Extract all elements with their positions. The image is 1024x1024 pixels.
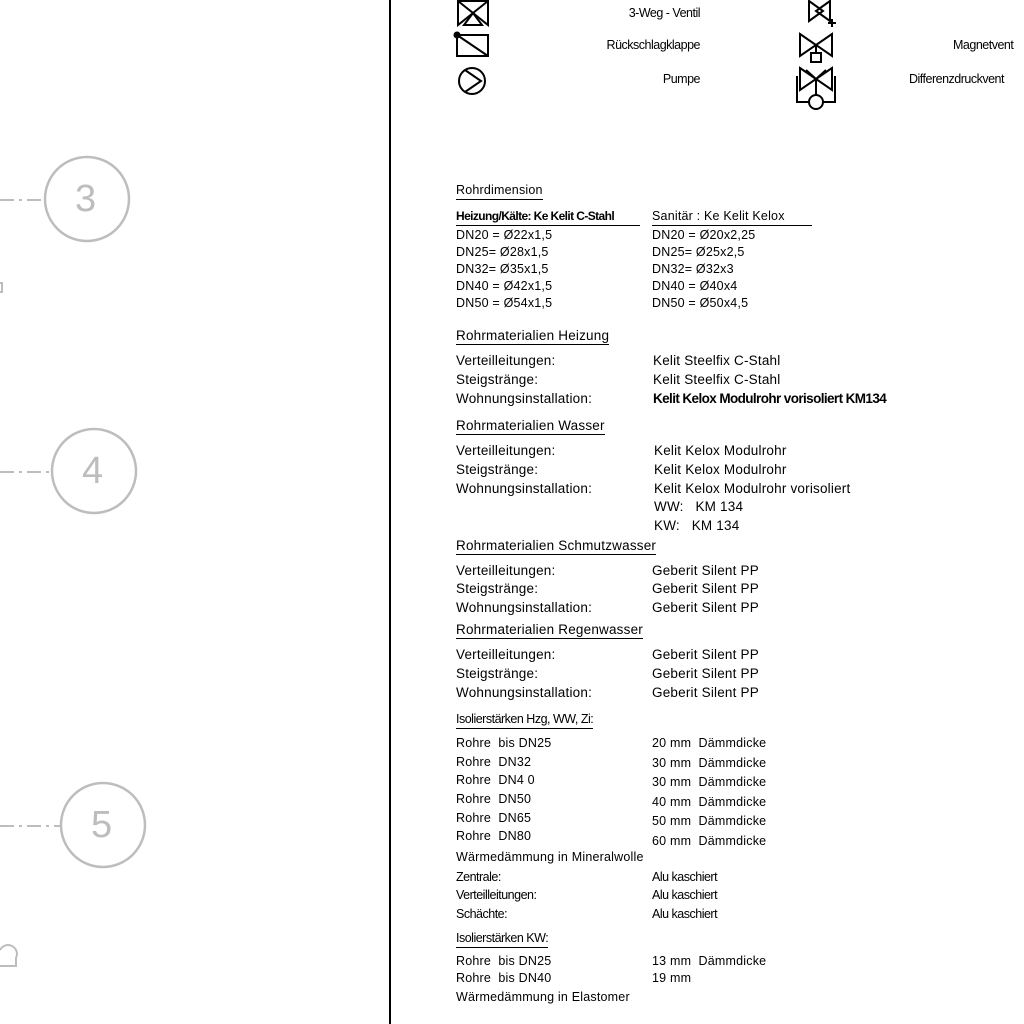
isolier-hzg-sub-label: Zentrale: (456, 870, 501, 884)
heizung-value: Kelit Steelfix C-Stahl (653, 372, 781, 387)
isolier-hzg-value: 30 mm Dämmdicke (652, 756, 767, 770)
wasser-kw-value: KW: KM 134 (654, 518, 740, 533)
differential-pressure-valve-icon (797, 68, 835, 109)
sanitary-dim-row: DN50 = Ø50x4,5 (652, 296, 749, 310)
regenwasser-label: Wohnungsinstallation: (456, 685, 593, 700)
legend-label-check-valve: Rückschlagklappe (606, 38, 700, 52)
isolier-hzg-sub-value: Alu kaschiert (652, 870, 718, 884)
isolier-kw-value: 19 mm (652, 971, 692, 985)
isolier-hzg-sub-value: Alu kaschiert (652, 907, 718, 921)
section-title-wasser: Rohrmaterialien Wasser (456, 418, 605, 433)
isolier-hzg-value: 50 mm Dämmdicke (652, 814, 767, 828)
isolier-hzg-value: 30 mm Dämmdicke (652, 775, 767, 789)
valve-top-right-icon (809, 1, 836, 27)
grid-axis-5 (0, 783, 145, 867)
heating-dim-row: DN32= Ø35x1,5 (456, 262, 549, 276)
isolier-kw-label: Rohre bis DN25 (456, 954, 552, 968)
heating-dim-row: DN25= Ø28x1,5 (456, 245, 549, 259)
grid-label-5: 5 (91, 804, 113, 846)
wasser-label: Wohnungsinstallation: (456, 481, 593, 496)
wasser-value: Kelit Kelox Modulrohr (654, 462, 787, 477)
solenoid-valve-icon (800, 34, 832, 62)
regenwasser-label: Steigstränge: (456, 666, 539, 681)
heating-header: Heizung/Kälte: Ke Kelit C-Stahl (456, 209, 640, 226)
regenwasser-value: Geberit Silent PP (652, 685, 759, 700)
section-title-regenwasser: Rohrmaterialien Regenwasser (456, 622, 643, 637)
heizung-label: Steigstränge: (456, 372, 539, 387)
heating-dim-row: DN50 = Ø54x1,5 (456, 296, 553, 310)
isolier-hzg-label: Rohre DN65 (456, 811, 532, 825)
wasser-label: Verteilleitungen: (456, 443, 556, 458)
isolier-hzg-label: Rohre DN4 0 (456, 773, 535, 787)
wasser-value: Kelit Kelox Modulrohr (654, 443, 787, 458)
isolier-hzg-value: 20 mm Dämmdicke (652, 736, 767, 750)
heizung-value: Kelit Steelfix C-Stahl (653, 353, 781, 368)
isolier-hzg-note: Wärmedämmung in Mineralwolle (456, 850, 644, 864)
section-title-schmutzwasser: Rohrmaterialien Schmutzwasser (456, 538, 657, 553)
grid-label-3: 3 (75, 178, 97, 220)
section-title-isolier-kw: Isolierstärken KW: (456, 931, 548, 948)
schmutzwasser-label: Steigstränge: (456, 581, 539, 596)
schmutzwasser-value: Geberit Silent PP (652, 563, 759, 578)
legend-label-pump: Pumpe (662, 72, 700, 86)
isolier-hzg-sub-value: Alu kaschiert (652, 888, 718, 902)
schmutzwasser-label: Wohnungsinstallation: (456, 600, 593, 615)
schmutzwasser-label: Verteilleitungen: (456, 563, 556, 578)
wasser-ww-value: WW: KM 134 (654, 499, 744, 514)
grid-axis-4 (0, 429, 136, 513)
wasser-label: Steigstränge: (456, 462, 539, 477)
schmutzwasser-value: Geberit Silent PP (652, 600, 759, 615)
grid-axis-3 (0, 157, 129, 241)
grid-arc-fragment (0, 945, 17, 966)
sanitary-header: Sanitär : Ke Kelit Kelox (652, 209, 812, 226)
sanitary-dim-row: DN20 = Ø20x2,25 (652, 228, 756, 242)
legend-label-solenoid-valve: Magnetvent (953, 38, 1014, 52)
heizung-label: Verteilleitungen: (456, 353, 556, 368)
heizung-label: Wohnungsinstallation: (456, 391, 593, 406)
isolier-hzg-value: 40 mm Dämmdicke (652, 795, 767, 809)
sanitary-dim-row: DN25= Ø25x2,5 (652, 245, 745, 259)
section-title-rohrdimension: Rohrdimension (456, 183, 543, 200)
section-title-heizung: Rohrmaterialien Heizung (456, 328, 610, 343)
grid-label-4: 4 (82, 450, 104, 492)
wasser-value: Kelit Kelox Modulrohr vorisoliert (654, 481, 851, 496)
isolier-hzg-value: 60 mm Dämmdicke (652, 834, 767, 848)
schmutzwasser-value: Geberit Silent PP (652, 581, 759, 596)
sanitary-dim-row: DN40 = Ø40x4 (652, 279, 738, 293)
isolier-hzg-label: Rohre DN32 (456, 755, 532, 769)
section-title-isolier-hzg: Isolierstärken Hzg, WW, Zi: (456, 712, 593, 729)
regenwasser-value: Geberit Silent PP (652, 647, 759, 662)
regenwasser-value: Geberit Silent PP (652, 666, 759, 681)
three-way-valve-icon (458, 1, 488, 25)
isolier-hzg-label: Rohre bis DN25 (456, 736, 552, 750)
isolier-kw-value: 13 mm Dämmdicke (652, 954, 767, 968)
isolier-kw-note: Wärmedämmung in Elastomer (456, 990, 630, 1004)
heating-dim-row: DN20 = Ø22x1,5 (456, 228, 553, 242)
isolier-hzg-sub-label: Schächte: (456, 907, 508, 921)
isolier-hzg-sub-label: Verteilleitungen: (456, 888, 537, 902)
heating-dim-row: DN40 = Ø42x1,5 (456, 279, 553, 293)
sanitary-dim-row: DN32= Ø32x3 (652, 262, 734, 276)
heizung-value: Kelit Kelox Modulrohr vorisoliert KM134 (653, 391, 887, 406)
legend-label-differential-pressure-valve: Differenzdruckvent (909, 72, 1004, 86)
grid-tick-mark (0, 283, 2, 292)
isolier-hzg-label: Rohre DN80 (456, 829, 532, 843)
pump-icon (459, 68, 485, 94)
regenwasser-label: Verteilleitungen: (456, 647, 556, 662)
isolier-kw-label: Rohre bis DN40 (456, 971, 552, 985)
legend-label-three-way-valve: 3-Weg - Ventil (628, 6, 700, 20)
check-valve-icon (455, 33, 489, 57)
isolier-hzg-label: Rohre DN50 (456, 792, 532, 806)
